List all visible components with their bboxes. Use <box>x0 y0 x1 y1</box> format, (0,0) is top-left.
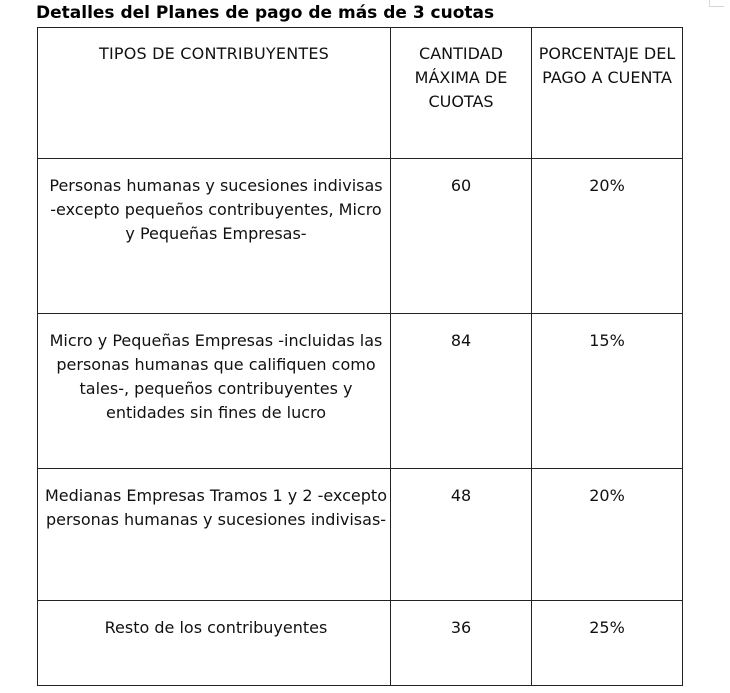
cell-type <box>38 601 391 686</box>
row-quota-value: 36 <box>450 618 472 637</box>
header-pct-label: PORCENTAJE DEL PAGO A CUENTA <box>538 44 676 87</box>
page-corner-mark <box>709 0 724 7</box>
table-row <box>38 601 683 686</box>
header-type-label: TIPOS DE CONTRIBUYENTES <box>98 44 329 63</box>
row-quota-value: 84 <box>450 331 472 350</box>
row-pct-value: 20% <box>589 176 625 195</box>
cell-quota <box>391 469 532 601</box>
table-header-row <box>38 28 683 159</box>
header-quota-label: CANTIDAD MÁXIMA DE CUOTAS <box>414 44 508 111</box>
document-title: Detalles del Planes de pago de más de 3 cuotas <box>36 3 495 23</box>
cell-type <box>38 469 391 601</box>
header-cell-quota <box>391 28 532 159</box>
cell-quota <box>391 159 532 314</box>
row-pct-value: 20% <box>589 486 625 505</box>
cell-type <box>38 159 391 314</box>
cell-type <box>38 314 391 469</box>
table-row <box>38 159 683 314</box>
cell-pct <box>532 159 683 314</box>
cell-pct <box>532 601 683 686</box>
row-quota-value: 48 <box>450 486 472 505</box>
cell-pct <box>532 314 683 469</box>
row-quota-value: 60 <box>450 176 472 195</box>
row-pct-value: 25% <box>589 618 625 637</box>
cell-quota <box>391 601 532 686</box>
header-cell-pct <box>532 28 683 159</box>
row-type-text: Resto de los contribuyentes <box>104 618 328 637</box>
cell-pct <box>532 469 683 601</box>
row-type-text: Medianas Empresas Tramos 1 y 2 -excepto personas humanas y sucesiones indivisas- <box>45 486 387 529</box>
payment-plans-table <box>37 27 683 686</box>
table-row <box>38 314 683 469</box>
row-type-text: Personas humanas y sucesiones indivisas -excepto pequeños contribuyentes, Micro y Pequeñas Empresas- <box>49 176 383 243</box>
row-pct-value: 15% <box>589 331 625 350</box>
table-row <box>38 469 683 601</box>
row-type-text: Micro y Pequeñas Empresas -incluidas las personas humanas que califiquen como tales-, pequeños contribuyentes y entidades sin fines de lucro <box>49 331 383 422</box>
header-cell-type <box>38 28 391 159</box>
cell-quota <box>391 314 532 469</box>
